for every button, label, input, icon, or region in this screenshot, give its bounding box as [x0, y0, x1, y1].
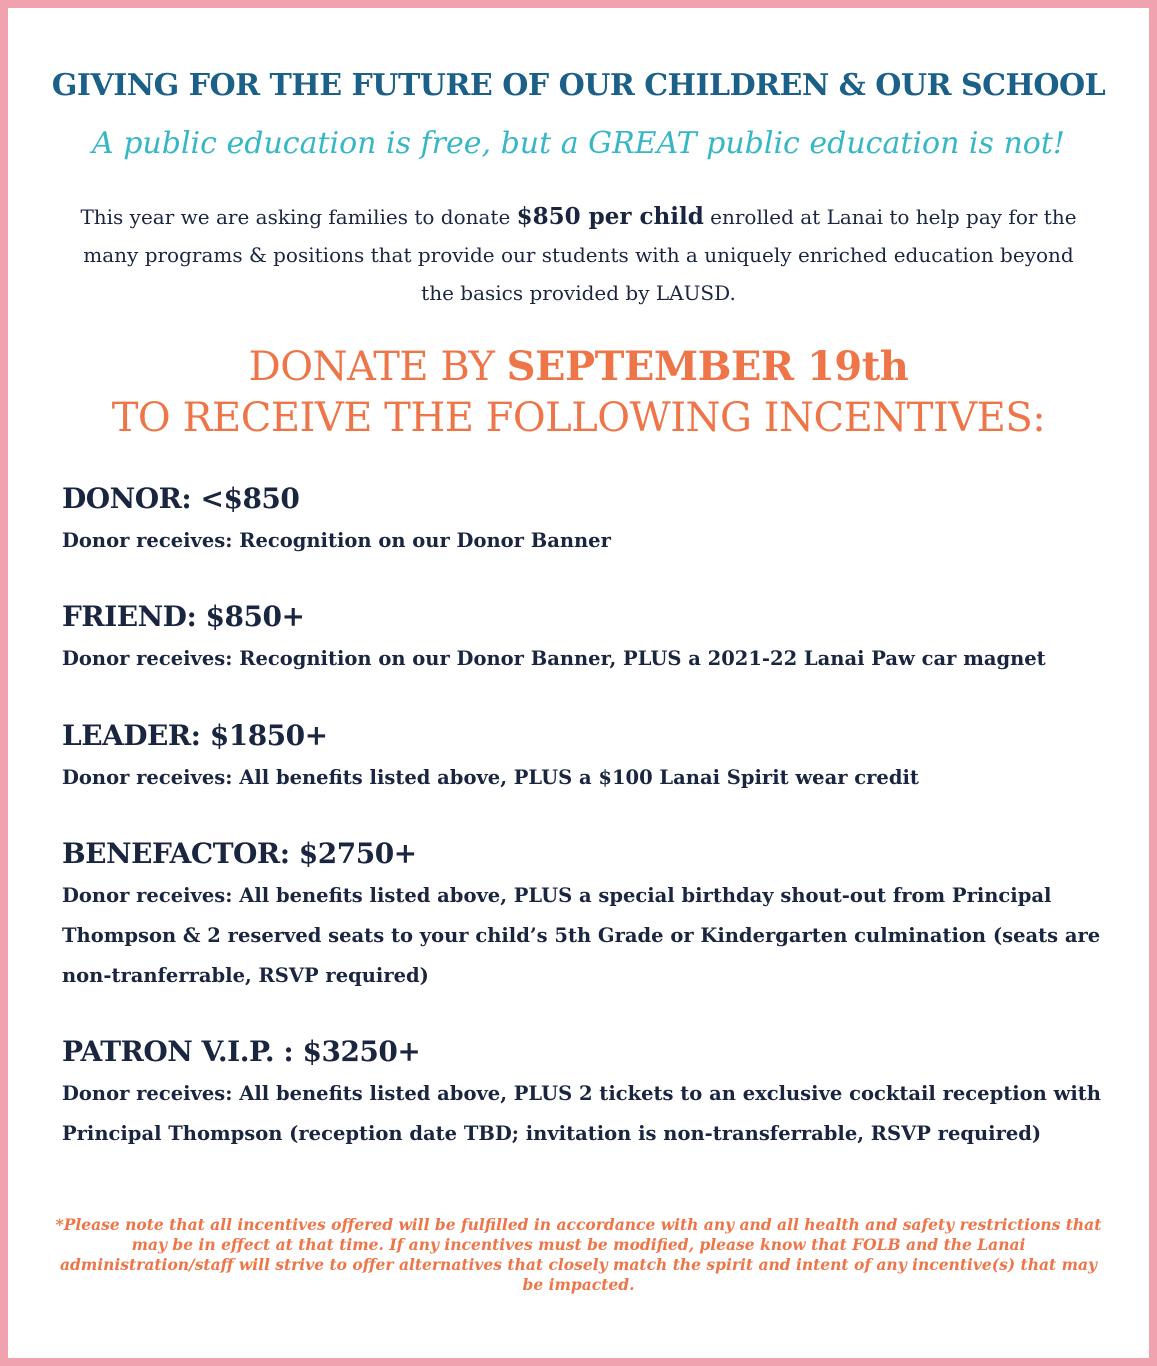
tier-heading: LEADER: $1850+	[62, 719, 328, 752]
intro-highlight: $850 per child	[516, 203, 704, 230]
tier-donor	[62, 482, 1109, 561]
tier-description: Donor receives: Recognition on our Donor Banner	[62, 529, 611, 552]
deadline-prefix: DONATE BY	[248, 344, 507, 390]
tier-description: Donor receives: All benefits listed above, PLUS a special birthday shout-out from Principal Thompson & 2 reserved seats to your child’s 5th Grade or Kindergarten culmination (seats are non-tranferrable, RSVP required)	[62, 884, 1101, 987]
footnote: *Please note that all incentives offered will be fulfilled in accordance with any and all health and safety restrictions that may be in effect at that time. If any incentives must be modified, please know that FOLB and the Lanai administration/staff will strive to offer alternatives that closely match the spirit and intent of any incentive(s) that may be impacted.	[55, 1215, 1102, 1294]
tier-leader	[62, 719, 1109, 798]
tier-description: Donor receives: Recognition on our Donor Banner, PLUS a 2021-22 Lanai Paw car magnet	[62, 647, 1046, 670]
tier-description: Donor receives: All benefits listed above, PLUS 2 tickets to an exclusive cocktail reception with Principal Thompson (reception date TBD; invitation is non-transferrable, RSVP required)	[62, 1082, 1101, 1145]
intro-text-before: This year we are asking families to donate	[80, 205, 517, 229]
intro-text-after: enrolled at Lanai to help pay for the many programs & positions that provide our students with a uniquely enriched education beyond the basics provided by LAUSD.	[83, 205, 1077, 305]
tier-description: Donor receives: All benefits listed above, PLUS a $100 Lanai Spirit wear credit	[62, 766, 919, 789]
incentives-heading: TO RECEIVE THE FOLLOWING INCENTIVES:	[111, 395, 1046, 441]
tier-heading: BENEFACTOR: $2750+	[62, 837, 417, 870]
deadline-date: SEPTEMBER 19th	[506, 343, 909, 390]
tier-patron-vip	[62, 1035, 1109, 1154]
intro-paragraph	[68, 198, 1089, 312]
tier-heading: FRIEND: $850+	[62, 600, 305, 633]
subtitle: A public education is free, but a GREAT public education is not!	[92, 126, 1065, 161]
page-title: GIVING FOR THE FUTURE OF OUR CHILDREN & OUR SCHOOL	[51, 68, 1106, 103]
deadline-heading	[8, 343, 1149, 390]
tier-friend	[62, 600, 1109, 679]
tier-benefactor	[62, 837, 1109, 996]
tier-heading: DONOR: <$850	[62, 482, 300, 515]
tier-heading: PATRON V.I.P. : $3250+	[62, 1035, 421, 1068]
